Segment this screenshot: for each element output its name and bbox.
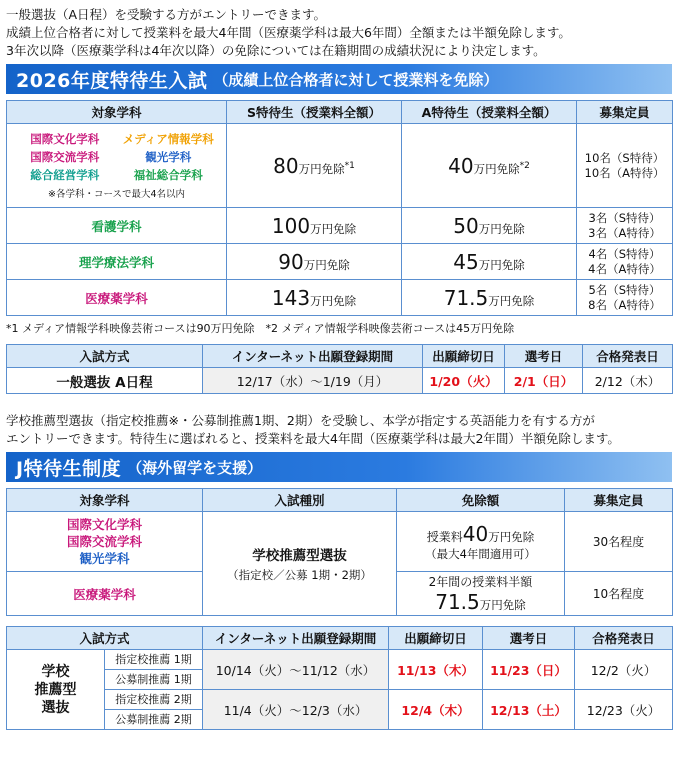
table-row [7, 690, 673, 710]
banner-title: J特待生制度 [16, 457, 122, 480]
unit: 万円免除 [310, 293, 357, 308]
header-deadline: 出願締切日 [423, 345, 505, 368]
exam-cell: 12/13（土） [483, 690, 575, 730]
a-amount-cell [402, 244, 577, 280]
tokutai-banner [6, 64, 672, 94]
fee-note: （最大4年間適用可） [425, 546, 536, 561]
unit: 万円免除 [310, 221, 357, 236]
dept-label: 観光学科 [145, 150, 192, 164]
dept-cell: 医療薬学科 [7, 572, 203, 616]
dept-label: 国際交流学科 [66, 534, 142, 549]
unit: 万円免除 [298, 161, 345, 176]
sub-method: 指定校推薦 1期 [105, 650, 203, 670]
unit: 万円免除 [478, 221, 525, 236]
j-tokutai-table [6, 488, 673, 616]
header-a: A特待生（授業料全額） [402, 101, 577, 124]
cap-a: 4名（A特待） [588, 261, 661, 276]
j-tokutai-banner [6, 452, 672, 482]
intro2-text [0, 394, 680, 448]
footnote: *1 メディア情報学科映像芸術コースは90万円免除 *2 メディア情報学科映像芸術コースは45万円免除 [6, 322, 515, 335]
schedule-table-a [6, 344, 673, 394]
s-amount-cell [227, 244, 402, 280]
cap-a: 3名（A特待） [588, 225, 661, 240]
unit: 万円免除 [303, 257, 350, 272]
dept-label: 福祉総合学科 [133, 168, 203, 182]
dept-label: 総合経営学科 [30, 168, 100, 182]
banner-subtitle: （成績上位合格者に対して授業料を免除） [213, 70, 499, 89]
dept-cell: 看護学科 [7, 208, 227, 244]
banner-title: 2026年度特待生入試 [16, 69, 208, 92]
unit: 万円免除 [479, 598, 526, 612]
cap-cell [577, 280, 673, 316]
header-method: 入試方式 [7, 345, 203, 368]
amount: 80 [273, 153, 299, 178]
dept-label: 国際交流学科 [30, 150, 100, 164]
amount: 71.5 [435, 590, 480, 614]
banner-subtitle: （海外留学を支援） [127, 458, 263, 477]
cap-cell: 10名程度 [565, 572, 673, 616]
dept-cell: 医療薬学科 [7, 280, 227, 316]
table-row [7, 368, 673, 394]
cap-a: 8名（A特待） [588, 297, 661, 312]
a-amount-cell [402, 280, 577, 316]
intro-line: エントリーできます。特待生に選ばれると、授業料を最大4年間（医療薬学科は最大2年間）半額免除します。 [6, 431, 620, 446]
header-cap: 募集定員 [565, 489, 673, 512]
header-result: 合格発表日 [583, 345, 673, 368]
type-label: 学校推薦型選抜 [252, 548, 347, 564]
intro-text [0, 0, 680, 60]
cap-cell [577, 124, 673, 208]
sub-method: 公募制推薦 2期 [105, 710, 203, 730]
dept-label: 観光学科 [79, 551, 130, 566]
method-cell [7, 650, 105, 730]
table-row [7, 280, 673, 316]
header-cap: 募集定員 [577, 101, 673, 124]
cap-cell: 30名程度 [565, 512, 673, 572]
amount: 40 [462, 521, 489, 546]
result-cell: 2/12（木） [583, 368, 673, 394]
period-cell: 11/4（火）～12/3（水） [203, 690, 389, 730]
period-cell: 12/17（水）～1/19（月） [203, 368, 423, 394]
tokutai-table [6, 100, 673, 316]
table-row [7, 244, 673, 280]
intro-line: 成績上位合格者に対して授業料を最大4年間（医療薬学科は最大6年間）全額または半額免除します。 [6, 25, 571, 40]
cap-s: 5名（S特待） [588, 282, 661, 297]
header-s: S特待生（授業料全額） [227, 101, 402, 124]
a-amount-cell [402, 208, 577, 244]
method-cell: 一般選抜 A日程 [7, 368, 203, 394]
cap-s: 4名（S特待） [588, 246, 661, 261]
header-dept: 対象学科 [7, 489, 203, 512]
fee-cell [397, 572, 565, 616]
amount: 71.5 [443, 285, 489, 310]
intro-line: 3年次以降（医療薬学科は4年次以降）の免除については在籍期間の成績状況により決定します。 [6, 43, 546, 58]
header-period: インターネット出願登録期間 [203, 627, 389, 650]
method-line: 選抜 [41, 699, 70, 716]
header-method: 入試方式 [7, 627, 203, 650]
fee-pre: 2年間の授業料半額 [428, 575, 533, 589]
dept-cell: 理学療法学科 [7, 244, 227, 280]
cap-s: 10名（S特待） [584, 150, 665, 165]
cap-a: 10名（A特待） [584, 165, 665, 180]
dept-label: 国際文化学科 [30, 132, 100, 146]
method-line: 推薦型 [34, 681, 77, 698]
period-cell: 10/14（火）～11/12（水） [203, 650, 389, 690]
type-cell [203, 512, 397, 616]
type-sub: （指定校／公募 1期・2期） [227, 568, 372, 582]
deadline-cell: 1/20（火） [423, 368, 505, 394]
header-type: 入試種別 [203, 489, 397, 512]
amount: 100 [271, 213, 311, 238]
header-dept: 対象学科 [7, 101, 227, 124]
dept-cell [7, 124, 227, 208]
method-line: 学校 [41, 663, 70, 680]
intro-line: 学校推薦型選抜（指定校推薦※・公募制推薦1期、2期）を受験し、本学が指定する英語能力を有する方が [6, 413, 595, 428]
unit: 万円免除 [488, 529, 535, 544]
header-result: 合格発表日 [575, 627, 673, 650]
cap-s: 3名（S特待） [588, 210, 661, 225]
table-row [7, 650, 673, 670]
dept-label: 国際文化学科 [66, 517, 142, 532]
table-row [7, 512, 673, 572]
deadline-cell: 12/4（木） [389, 690, 483, 730]
fee-pre: 授業料 [426, 529, 463, 544]
exam-cell: 2/1（日） [505, 368, 583, 394]
header-exam: 選考日 [505, 345, 583, 368]
header-deadline: 出願締切日 [389, 627, 483, 650]
amount: 90 [278, 249, 304, 274]
fee-cell [397, 512, 565, 572]
result-cell: 12/2（火） [575, 650, 673, 690]
dept-label: メディア情報学科 [122, 132, 214, 146]
header-period: インターネット出願登録期間 [203, 345, 423, 368]
deadline-cell: 11/13（木） [389, 650, 483, 690]
amount: 50 [453, 213, 479, 238]
amount: 40 [448, 153, 474, 178]
footnote-mark: *1 [344, 160, 355, 171]
dept-note: ※各学科・コースで最大4名以内 [47, 189, 186, 200]
table-row [7, 208, 673, 244]
exam-cell: 11/23（日） [483, 650, 575, 690]
dept-cell [7, 512, 203, 572]
footnote-mark: *2 [519, 160, 530, 171]
unit: 万円免除 [478, 257, 525, 272]
cap-cell [577, 208, 673, 244]
header-fee: 免除額 [397, 489, 565, 512]
a-amount-cell [402, 124, 577, 208]
result-cell: 12/23（火） [575, 690, 673, 730]
intro-line: 一般選抜（A日程）を受験する方がエントリーできます。 [6, 7, 327, 22]
unit: 万円免除 [473, 161, 520, 176]
sub-method: 指定校推薦 2期 [105, 690, 203, 710]
s-amount-cell [227, 124, 402, 208]
header-exam: 選考日 [483, 627, 575, 650]
schedule-table-j [6, 626, 673, 730]
amount: 143 [271, 285, 311, 310]
s-amount-cell [227, 208, 402, 244]
amount: 45 [453, 249, 479, 274]
table-row [7, 124, 673, 208]
cap-cell [577, 244, 673, 280]
s-amount-cell [227, 280, 402, 316]
unit: 万円免除 [488, 293, 535, 308]
sub-method: 公募制推薦 1期 [105, 670, 203, 690]
